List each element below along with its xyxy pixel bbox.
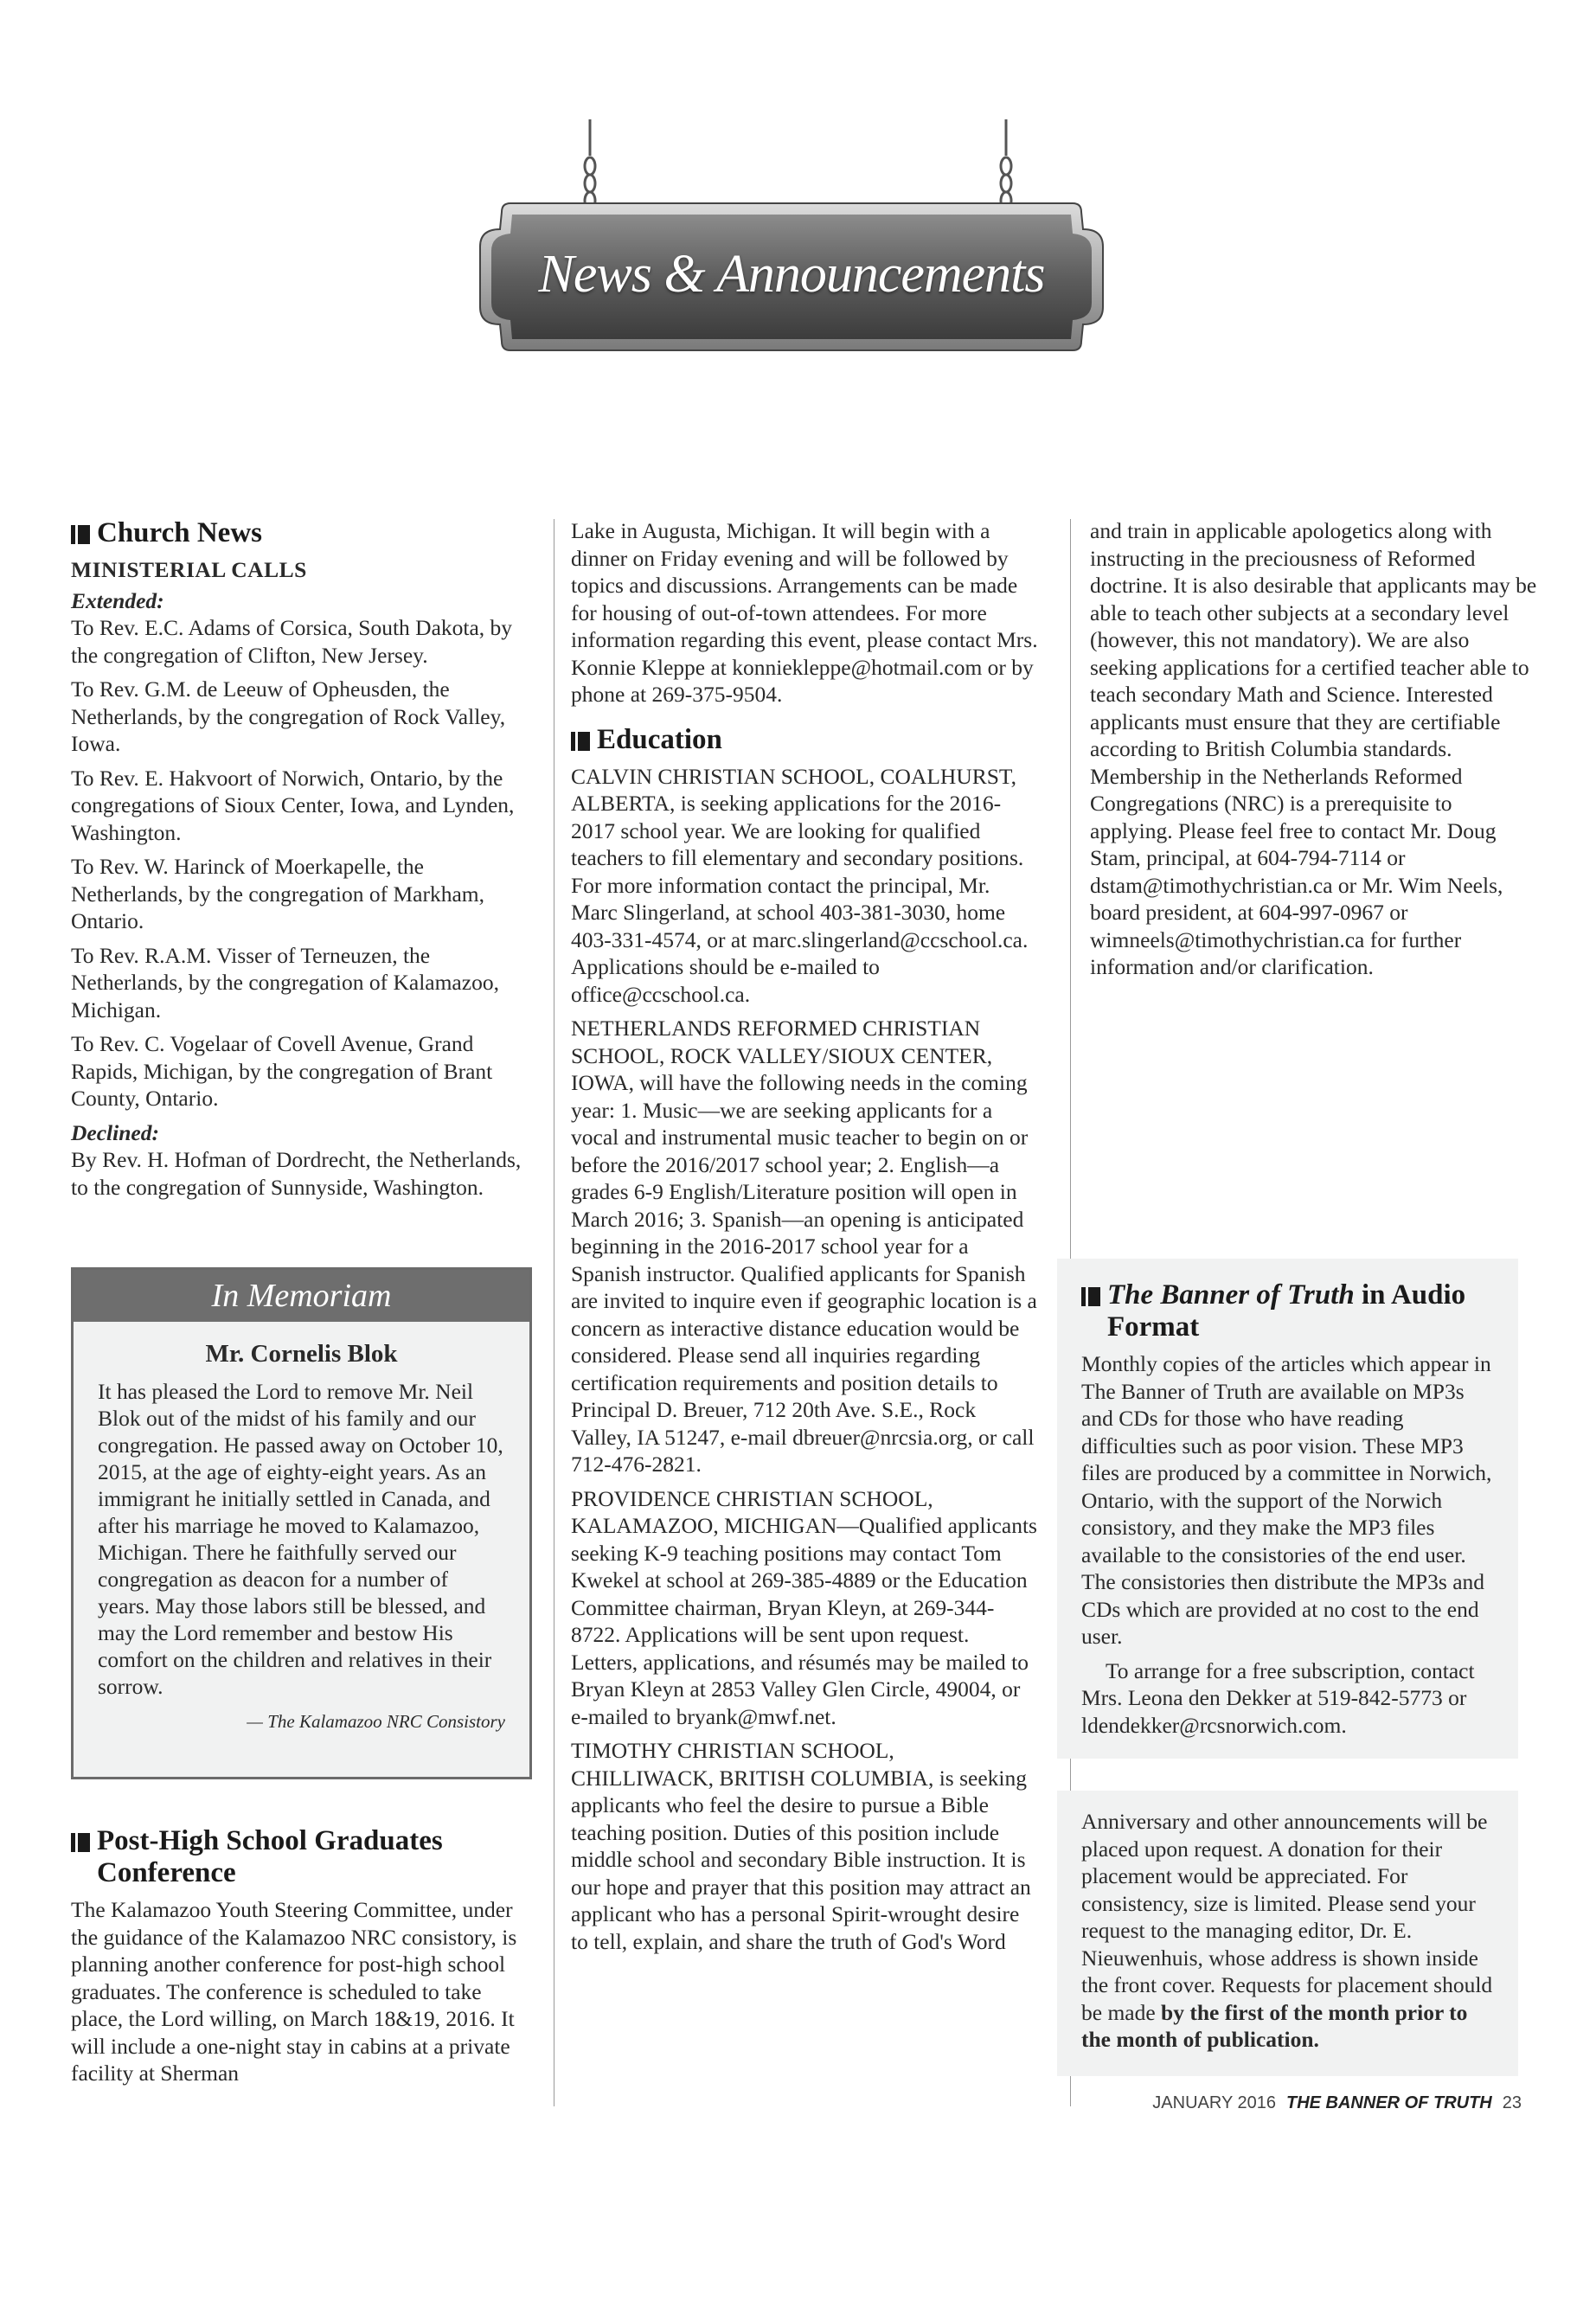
call-item: To Rev. E.C. Adams of Corsica, South Dakota, by the congregation of Clifton, New Jersey. bbox=[71, 615, 513, 668]
education-item: NETHERLANDS REFORMED CHRISTIAN SCHOOL, ROCK VALLEY/SIOUX CENTER, IOWA, will have the following needs in the coming year: 1. Music—we are seeking applicants for a vocal and instrumental music teacher to begin on or before the 2016/2017 school year; 2. English—a grades 6-9 English/Literature position will open in March 2016; 3. Spanish—an opening is anticipated beginning in the 2016-2017 school year for a Spanish instructor. Qualified applicants for Spanish are invited to inquire even if geographic location is a concern as interactive distance education would be considered. Please send all inquiries regarding certification requirements and position details to Principal D. Breuer, 712 20th Ave. S.E., Rock Valley, IA 51247, e-mail dbreuer@nrcsia.org, or call 712-476-2821. bbox=[571, 1016, 1037, 1477]
memoriam-signature: — The Kalamazoo NRC Consistory bbox=[247, 1711, 505, 1732]
call-item: To Rev. R.A.M. Visser of Terneuzen, the Netherlands, by the congregation of Kalamazoo, Michigan. bbox=[71, 942, 499, 1022]
announcements-text: Anniversary and other announcements will be placed upon request. A donation for their placement would be appreciated. For consistency, size is limited. Please send your request to the managing editor, Dr. E. Nieuwenhuis, whose address is shown inside the front cover. Requests for placement should be made by the first of the month prior to the month of publication. bbox=[1081, 1809, 1493, 2052]
declined-item: By Rev. H. Hofman of Dordrecht, the Netherlands, to the congregation of Sunnyside, Washington. bbox=[71, 1147, 522, 1200]
sign-chains bbox=[585, 119, 1011, 209]
education-item: PROVIDENCE CHRISTIAN SCHOOL, KALAMAZOO, MICHIGAN—Qualified applicants seeking K-9 teaching positions may contact Tom Kwekel at school at 269-385-4889 or the Education Committee chairman, Bryan Kleyn, at 269-344-8722. Applications will be sent upon request. Letters, applications, and résumés may be mailed to Bryan Kleyn at 2853 Valley Glen Circle, 49004, or e-mailed to bryank@mwf.net. bbox=[571, 1485, 1037, 1729]
banner-sign bbox=[467, 104, 1116, 363]
extended-label: Extended: bbox=[71, 587, 164, 613]
post-high-text: The Kalamazoo Youth Steering Committee, under the guidance of the Kalamazoo NRC consistory, is planning another conference for post-high school graduates. The conference is scheduled to take place, the Lord willing, on March 18&19, 2016. It will include a one-night stay in cabins at a private facility at Sherman bbox=[71, 1897, 517, 2086]
audio-text: Monthly copies of the articles which appear in The Banner of Truth are available on MP3s and CDs for those who have reading difficulties such as poor vision. These MP3 files are produced by a committee in Norwich, Ontario, with the support of the Norwich consistory, and they make the MP3 files available to the consistories of the end user. The consistories then distribute the MP3s and CDs which are provided at no cost to the end user. bbox=[1081, 1351, 1492, 1649]
column-right bbox=[1090, 517, 1540, 988]
announcements-deadline: by the first of the month prior to the month of publication. bbox=[1081, 1999, 1468, 2052]
page-footer bbox=[1152, 2093, 1522, 2113]
column-left bbox=[71, 517, 538, 1208]
audio-subscription-text: To arrange for a free subscription, contact Mrs. Leona den Dekker at 519-842-5773 or ldendekker@rcsnorwich.com. bbox=[1081, 1657, 1475, 1738]
education-item: CALVIN CHRISTIAN SCHOOL, COALHURST, ALBERTA, is seeking applications for the 2016-2017 school year. We are looking for qualified teachers to fill elementary and secondary positions. For more information contact the principal, Mr. Marc Slingerland, at school 403-381-3030, home 403-331-4574, or at marc.slingerland@ccschool.ca. Applications should be e-mailed to office@ccschool.ca. bbox=[571, 763, 1029, 1007]
call-item: To Rev. G.M. de Leeuw of Opheusden, the Netherlands, by the congregation of Rock Valley, Iowa. bbox=[71, 676, 506, 756]
education-item: TIMOTHY CHRISTIAN SCHOOL, CHILLIWACK, BRITISH COLUMBIA, is seeking applicants who feel the desire to pursue a Bible teaching position. Duties of this position include middle school and secondary Bible instruction. It is our hope and prayer that this position may attract an applicant who has a personal Spirit-wrought desire to tell, explain, and share the truth of God's Word bbox=[571, 1738, 1031, 1954]
section-marker-icon bbox=[571, 732, 590, 751]
section-marker-icon bbox=[1081, 1287, 1100, 1306]
section-marker-icon bbox=[71, 525, 90, 544]
section-marker-icon bbox=[71, 1833, 90, 1852]
education-item-continued: and train in applicable apologetics along with instructing in the preciousness of Reformed doctrine. It is also desirable that applicants may be able to teach other subjects at a secondary level (however, this not mandatory). We are also seeking applications for a certified teacher able to teach secondary Math and Science. Interested applicants must ensure that they are certifiable according to British Columbia standards. Membership in the Netherlands Reformed Congregations (NRC) is a prerequisite to applying. Please feel free to contact Mr. Doug Stam, principal, at 604-794-7114 or dstam@timothychristian.ca or Mr. Wim Neels, board president, at 604-997-0967 or wimneels@timothychristian.ca for further information and/or clarification. bbox=[1090, 518, 1537, 979]
memoriam-name: Mr. Cornelis Blok bbox=[205, 1340, 398, 1368]
post-high-text-continued: Lake in Augusta, Michigan. It will begin with a dinner on Friday evening and will be followed by topics and discussions. Arrangements can be made for housing of out-of-town attendees. For more information regarding this event, please contact Mrs. Konnie Kleppe at konniekleppe@hotmail.com or by phone at 269-375-9504. bbox=[571, 518, 1038, 707]
memoriam-box bbox=[71, 1267, 532, 1779]
declined-label: Declined: bbox=[71, 1119, 159, 1145]
call-item: To Rev. C. Vogelaar of Covell Avenue, Grand Rapids, Michigan, by the congregation of Brant County, Ontario. bbox=[71, 1031, 493, 1111]
audio-format-box bbox=[1057, 1259, 1518, 1759]
memoriam-title: In Memoriam bbox=[74, 1270, 529, 1322]
footer-publication: THE BANNER OF TRUTH bbox=[1285, 2093, 1492, 2112]
call-item: To Rev. E. Hakvoort of Norwich, Ontario, by the congregations of Sioux Center, Iowa, and Lynden, Washington. bbox=[71, 765, 515, 845]
post-high-heading: Post-High School Graduates Conference bbox=[71, 1825, 538, 1889]
audio-heading: The Banner of Truth in Audio Format bbox=[1081, 1279, 1494, 1343]
education-heading: Education bbox=[571, 724, 1038, 756]
memoriam-text: It has pleased the Lord to remove Mr. Neil Blok out of the midst of his family and our congregation. He passed away on October 10, 2015, at the age of eighty-eight years. As an immigrant he initially settled in Canada, and after his marriage he moved to Kalamazoo, Michigan. There he faithfully served our congregation as deacon for a number of years. May those labors still be blessed, and may the Lord remember and bestow His comfort on the children and relatives in their sorrow. bbox=[98, 1379, 503, 1699]
announcements-box bbox=[1057, 1791, 1518, 2076]
post-high-section bbox=[71, 1825, 538, 2094]
church-news-heading: Church News bbox=[71, 517, 538, 549]
footer-date: JANUARY 2016 bbox=[1152, 2093, 1276, 2112]
banner-title: News & Announcements bbox=[538, 245, 1045, 304]
column-middle bbox=[571, 517, 1038, 1962]
footer-page-number: 23 bbox=[1502, 2093, 1522, 2112]
call-item: To Rev. W. Harinck of Moerkapelle, the Netherlands, by the congregation of Markham, Ontario. bbox=[71, 854, 484, 933]
ministerial-calls-label: MINISTERIAL CALLS bbox=[71, 557, 307, 582]
